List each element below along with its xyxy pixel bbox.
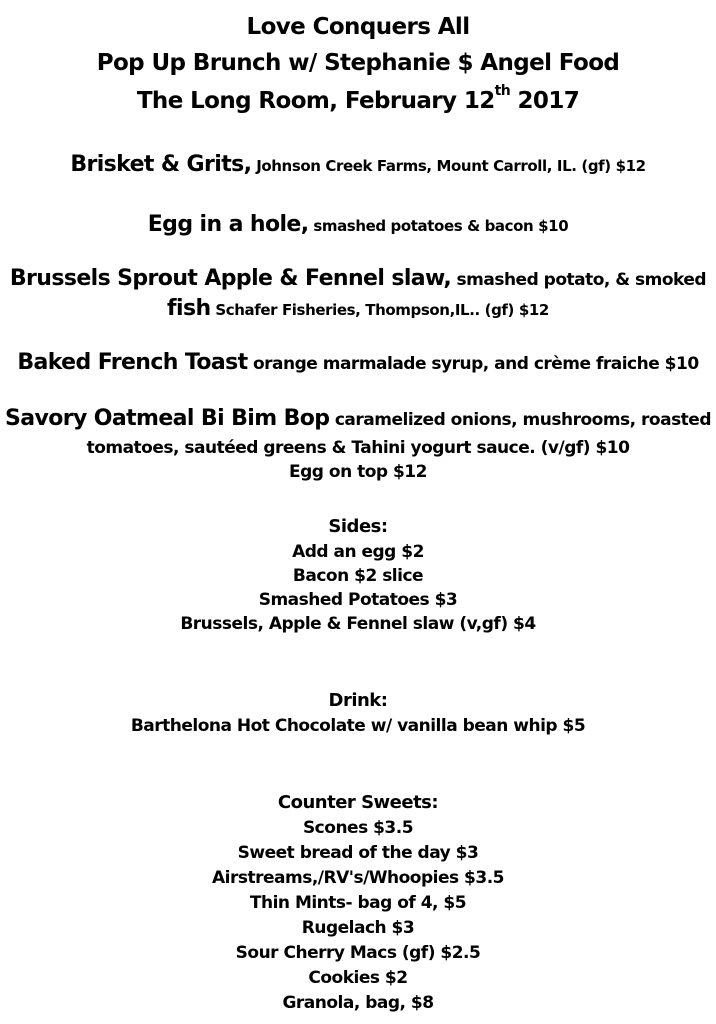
sweet-item: Sweet bread of the day $3 xyxy=(237,843,479,863)
drink-heading: Drink: xyxy=(328,690,388,711)
side-item: Add an egg $2 xyxy=(292,542,424,562)
item-title: Egg in a hole, xyxy=(147,212,309,237)
item-description-continued: Schafer Fisheries, Thompson,IL.. (gf) $12 xyxy=(210,301,549,319)
item-description: orange marmalade syrup, and crème fraiche $10 xyxy=(247,354,699,374)
item-description: Johnson Creek Farms, Mount Carroll, IL. (gf) $12 xyxy=(251,157,646,175)
item-title: Brussels Sprout Apple & Fennel slaw, xyxy=(9,266,452,291)
drink-item: Barthelona Hot Chocolate w/ vanilla bean whip $5 xyxy=(130,716,586,736)
item-title: Savory Oatmeal Bi Bim Bop xyxy=(4,406,330,431)
item-title: Baked French Toast xyxy=(17,350,248,375)
sweet-item: Granola, bag, $8 xyxy=(282,993,434,1013)
event-venue-date xyxy=(0,83,716,114)
sweet-item: Cookies $2 xyxy=(308,968,408,988)
menu-item-oatmeal-line2: tomatoes, sautéed greens & Tahini yogurt sauce. (v/gf) $10 xyxy=(86,438,630,458)
item-description: caramelized onions, mushrooms, roasted xyxy=(329,410,712,430)
sweets-heading: Counter Sweets: xyxy=(277,792,439,813)
menu-item-oatmeal-bibimbop xyxy=(0,406,716,431)
menu-item-oatmeal-line3: Egg on top $12 xyxy=(289,462,427,482)
event-subtitle: Pop Up Brunch w/ Stephanie $ Angel Food xyxy=(96,50,620,76)
date-ordinal-suffix: th xyxy=(494,83,511,99)
venue-date-text: The Long Room, February 12 xyxy=(136,88,495,114)
side-item: Bacon $2 slice xyxy=(292,566,424,586)
sweet-item: Airstreams,/RV's/Whoopies $3.5 xyxy=(212,868,504,888)
sides-heading: Sides: xyxy=(328,516,388,537)
sweet-item: Thin Mints- bag of 4, $5 xyxy=(249,893,467,913)
item-description: smashed potatoes & bacon $10 xyxy=(308,217,569,235)
venue-year-text: 2017 xyxy=(510,88,580,114)
item-title-continued: fish xyxy=(167,296,211,321)
menu-item-egg-in-a-hole xyxy=(0,212,716,237)
sweet-item: Scones $3.5 xyxy=(302,818,414,838)
event-title: Love Conquers All xyxy=(246,14,470,40)
item-description: smashed potato, & smoked xyxy=(451,270,707,290)
sweet-item: Sour Cherry Macs (gf) $2.5 xyxy=(235,943,481,963)
side-item: Brussels, Apple & Fennel slaw (v,gf) $4 xyxy=(180,614,536,634)
menu-item-brussels-slaw-line2 xyxy=(0,296,716,321)
menu-item-brisket xyxy=(0,152,716,177)
menu-item-brussels-slaw xyxy=(0,266,716,291)
sweet-item: Rugelach $3 xyxy=(301,918,415,938)
side-item: Smashed Potatoes $3 xyxy=(258,590,458,610)
item-title: Brisket & Grits, xyxy=(70,152,252,177)
menu-item-french-toast xyxy=(0,350,716,375)
